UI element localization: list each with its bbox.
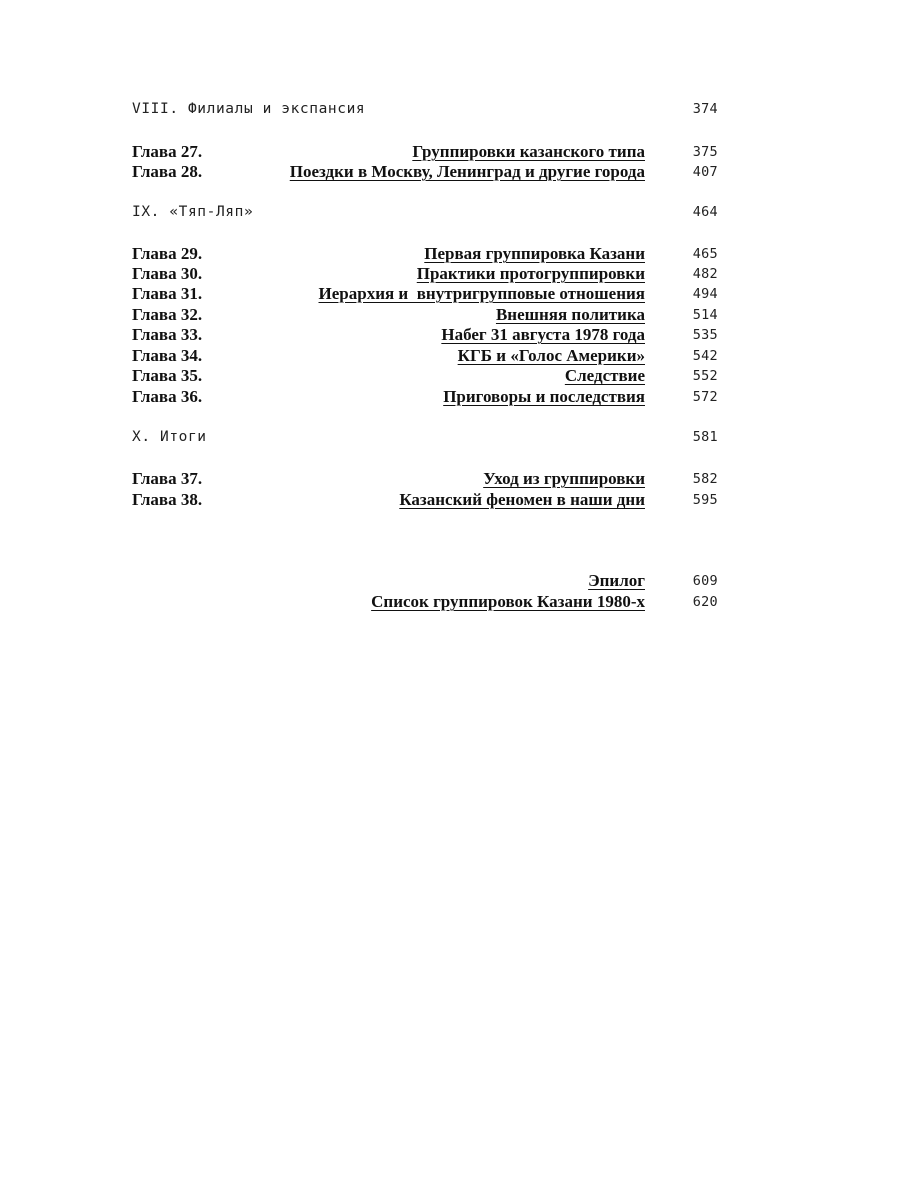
chapter-title-link[interactable]: Иерархия и внутригрупповые отношения [318,284,645,303]
chapter-label: Глава 37. [132,469,203,488]
toc-entry-chapter-34[interactable] [130,346,720,367]
chapter-title-link[interactable]: Следствие [564,366,645,385]
toc-entry-chapter-37[interactable] [130,469,720,490]
toc-entry-chapter-35[interactable] [130,366,720,387]
epilogue-title-link[interactable]: Эпилог [588,571,645,590]
page-number: 514 [692,307,718,323]
part-heading-x [130,429,720,451]
chapter-title-link[interactable]: Практики протогруппировки [416,264,645,283]
chapter-title-link[interactable]: Уход из группировки [483,469,645,488]
page-number: 535 [692,327,718,343]
chapter-label: Глава 34. [132,346,203,365]
page-number: 582 [692,471,718,487]
chapter-title-link[interactable]: Первая группировка Казани [424,244,645,263]
page-number: 482 [692,266,718,282]
page-number: 494 [692,286,718,302]
toc-entry-chapter-27[interactable] [130,142,720,163]
page-number: 464 [692,204,718,220]
page-number: 407 [692,164,718,180]
chapter-label: Глава 30. [132,264,203,283]
part-title: VIII. Филиалы и экспансия [132,101,366,117]
chapter-label: Глава 29. [132,244,203,263]
page-number: 595 [692,492,718,508]
part-title: IX. «Тяп-Ляп» [132,204,254,220]
page-number: 374 [692,101,718,117]
page-number: 552 [692,368,718,384]
gang-list-title-link[interactable]: Список группировок Казани 1980-х [371,592,645,611]
chapter-label: Глава 33. [132,325,203,344]
chapter-title-link[interactable]: Казанский феномен в наши дни [399,490,645,509]
chapter-title-link[interactable]: Поездки в Москву, Ленинград и другие города [289,162,645,181]
chapter-title-link[interactable]: Группировки казанского типа [412,142,645,161]
chapter-title-link[interactable]: КГБ и «Голос Америки» [457,346,645,365]
part-title: X. Итоги [132,429,207,445]
chapter-label: Глава 28. [132,162,203,181]
chapter-label: Глава 27. [132,142,203,161]
part-heading-ix [130,204,720,226]
toc-entry-chapter-28[interactable] [130,162,720,183]
toc-entry-chapter-30[interactable] [130,264,720,285]
chapter-title-link[interactable]: Внешняя политика [495,305,645,324]
toc-entry-chapter-29[interactable] [130,244,720,265]
chapter-label: Глава 31. [132,284,203,303]
page-number: 375 [692,144,718,160]
toc-entry-chapter-33[interactable] [130,325,720,346]
chapter-label: Глава 38. [132,490,203,509]
toc-entry-epilogue[interactable] [130,571,720,592]
page-number: 609 [692,573,718,589]
chapter-label: Глава 35. [132,366,203,385]
page-number: 620 [692,594,718,610]
toc-entry-chapter-31[interactable] [130,284,720,305]
chapter-title-link[interactable]: Набег 31 августа 1978 года [441,325,645,344]
chapter-label: Глава 36. [132,387,203,406]
chapter-title-link[interactable]: Приговоры и последствия [443,387,645,406]
toc-entry-gang-list[interactable] [130,592,720,613]
page-number: 581 [692,429,718,445]
toc-entry-chapter-38[interactable] [130,490,720,511]
part-heading-viii [130,101,720,123]
chapter-label: Глава 32. [132,305,203,324]
page-number: 542 [692,348,718,364]
toc-entry-chapter-32[interactable] [130,305,720,326]
page-number: 572 [692,389,718,405]
toc-entry-chapter-36[interactable] [130,387,720,408]
page-number: 465 [692,246,718,262]
